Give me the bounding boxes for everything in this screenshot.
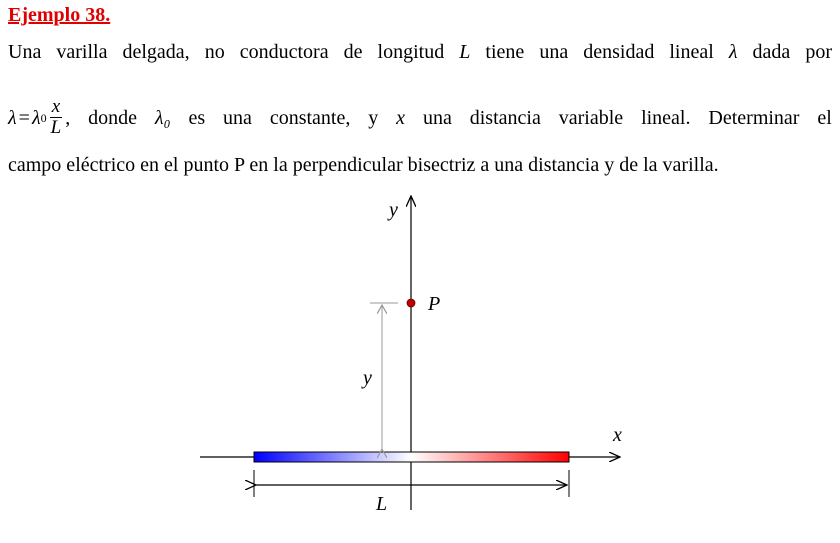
word: variable (558, 106, 624, 129)
x-axis-label: x (613, 424, 622, 446)
word: por (805, 41, 832, 63)
word: dada (752, 41, 791, 63)
point-p-label: P (428, 293, 441, 315)
word: Determinar (708, 106, 800, 129)
word: L (459, 41, 471, 63)
word: λ₀ (154, 106, 171, 129)
point-p (407, 299, 415, 307)
word: una (539, 41, 569, 63)
word: donde (88, 106, 137, 129)
word: lineal. (641, 106, 691, 129)
word: x (396, 106, 406, 129)
word: una (422, 106, 452, 129)
y-axis-label: y (389, 199, 398, 221)
word: λ (728, 41, 738, 63)
word: lineal (669, 41, 714, 63)
example-heading: Ejemplo 38. (8, 4, 111, 26)
length-label: L (376, 493, 388, 515)
word: delgada, (122, 41, 190, 63)
fraction-denominator: L (50, 117, 62, 138)
word: una (223, 106, 252, 129)
word: conductora (239, 41, 329, 63)
word: longitud (377, 41, 445, 63)
formula-lambda-zero: λ (31, 106, 41, 129)
rod-left-half (254, 452, 411, 462)
word: distancia (469, 106, 541, 129)
problem-text-line-3: campo eléctrico en el punto P en la perpendicular bisectriz a una distancia y de la varilla. (8, 154, 719, 176)
word: tiene (485, 41, 525, 63)
distance-label: y (363, 367, 372, 389)
formula-lambda: λ (8, 106, 17, 129)
word: el (817, 106, 832, 129)
word: de (343, 41, 363, 63)
word: varilla (56, 41, 108, 63)
word: no (204, 41, 225, 63)
rod-right-half (411, 452, 569, 462)
word: densidad (583, 41, 655, 63)
fraction-numerator: x (51, 96, 61, 117)
word: , (65, 106, 71, 129)
word: y (368, 106, 379, 129)
formula-subscript: 0 (40, 110, 47, 125)
word: constante, (269, 106, 351, 129)
formula-equals: = (18, 106, 30, 129)
word: Una (8, 41, 42, 63)
word: es (188, 106, 206, 129)
